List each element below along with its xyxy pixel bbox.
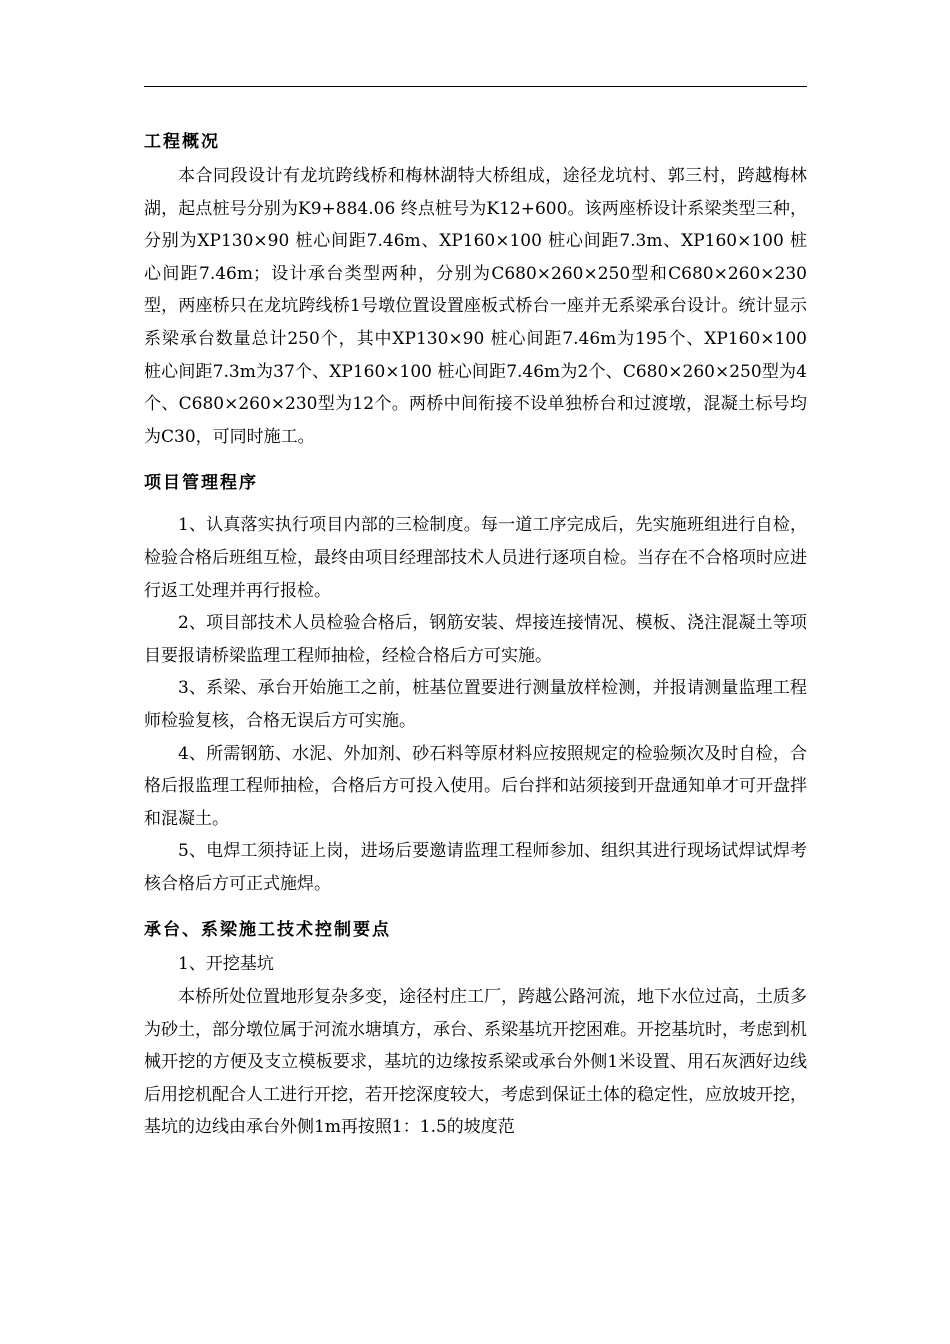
overview-paragraph: 本合同段设计有龙坑跨线桥和梅林湖特大桥组成，途径龙坑村、郭三村，跨越梅林湖，起点桩号分别为K9+884.06 终点桩号为K12+600。该两座桥设计系梁类型三种，分别为XP130×90 桩心间距7.46m、XP160×100 桩心间距7.3m、XP160×100 桩心间距7.46m；设计承台类型两种，分别为C680×260×250型和C680×260×230型，两座桥只在龙坑跨线桥1号墩位置设置座板式桥台一座并无系梁承台设计。统计显示系梁承台数量总计250个，其中XP130×90 桩心间距7.46m为195个、XP160×100 桩心间距7.3m为37个、XP160×100 桩心间距7.46m为2个、C680×260×250型为4个、C680×260×230型为12个。两桥中间衔接不设单独桥台和过渡墩，混凝土标号均为C30，可同时施工。	[144, 166, 807, 447]
management-item-3: 3、系梁、承台开始施工之前，桩基位置要进行测量放样检测，并报请测量监理工程师检验复核，合格无误后方可实施。	[144, 678, 807, 731]
technical-subheading: 1、开挖基坑	[178, 954, 274, 975]
document-body	[144, 124, 807, 1144]
management-item-4: 4、所需钢筋、水泥、外加剂、砂石料等原材料应按照规定的检验频次及时自检，合格后报监理工程师抽检，合格后方可投入使用。后台拌和站须接到开盘通知单才可开盘拌和混凝土。	[144, 743, 807, 829]
management-item-1: 1、认真落实执行项目内部的三检制度。每一道工序完成后，先实施班组进行自检，检验合格后班组互检，最终由项目经理部技术人员进行逐项自检。当存在不合格项时应进行返工处理并再行报检。	[144, 515, 807, 601]
section-heading-overview: 工程概况	[144, 132, 220, 152]
technical-paragraph: 本桥所处位置地形复杂多变，途径村庄工厂，跨越公路河流，地下水位过高，土质多为砂土，部分墩位属于河流水塘填方，承台、系梁基坑开挖困难。开挖基坑时，考虑到机械开挖的方便及支立模板要求，基坑的边缘按系梁或承台外侧1米设置、用石灰洒好边线后用挖机配合人工进行开挖，若开挖深度较大，考虑到保证土体的稳定性，应放坡开挖，基坑的边线由承台外侧1m再按照1：1.5的坡度范	[144, 987, 807, 1138]
section-heading-technical: 承台、系梁施工技术控制要点	[144, 920, 391, 941]
management-item-5: 5、电焊工须持证上岗，进场后要邀请监理工程师参加、组织其进行现场试焊试焊考核合格后方可正式施焊。	[144, 841, 807, 894]
section-heading-management: 项目管理程序	[144, 473, 258, 494]
management-item-2: 2、项目部技术人员检验合格后，钢筋安装、焊接连接情况、模板、浇注混凝土等项目要报请桥梁监理工程师抽检，经检合格后方可实施。	[144, 613, 807, 666]
header-rule	[144, 86, 807, 87]
